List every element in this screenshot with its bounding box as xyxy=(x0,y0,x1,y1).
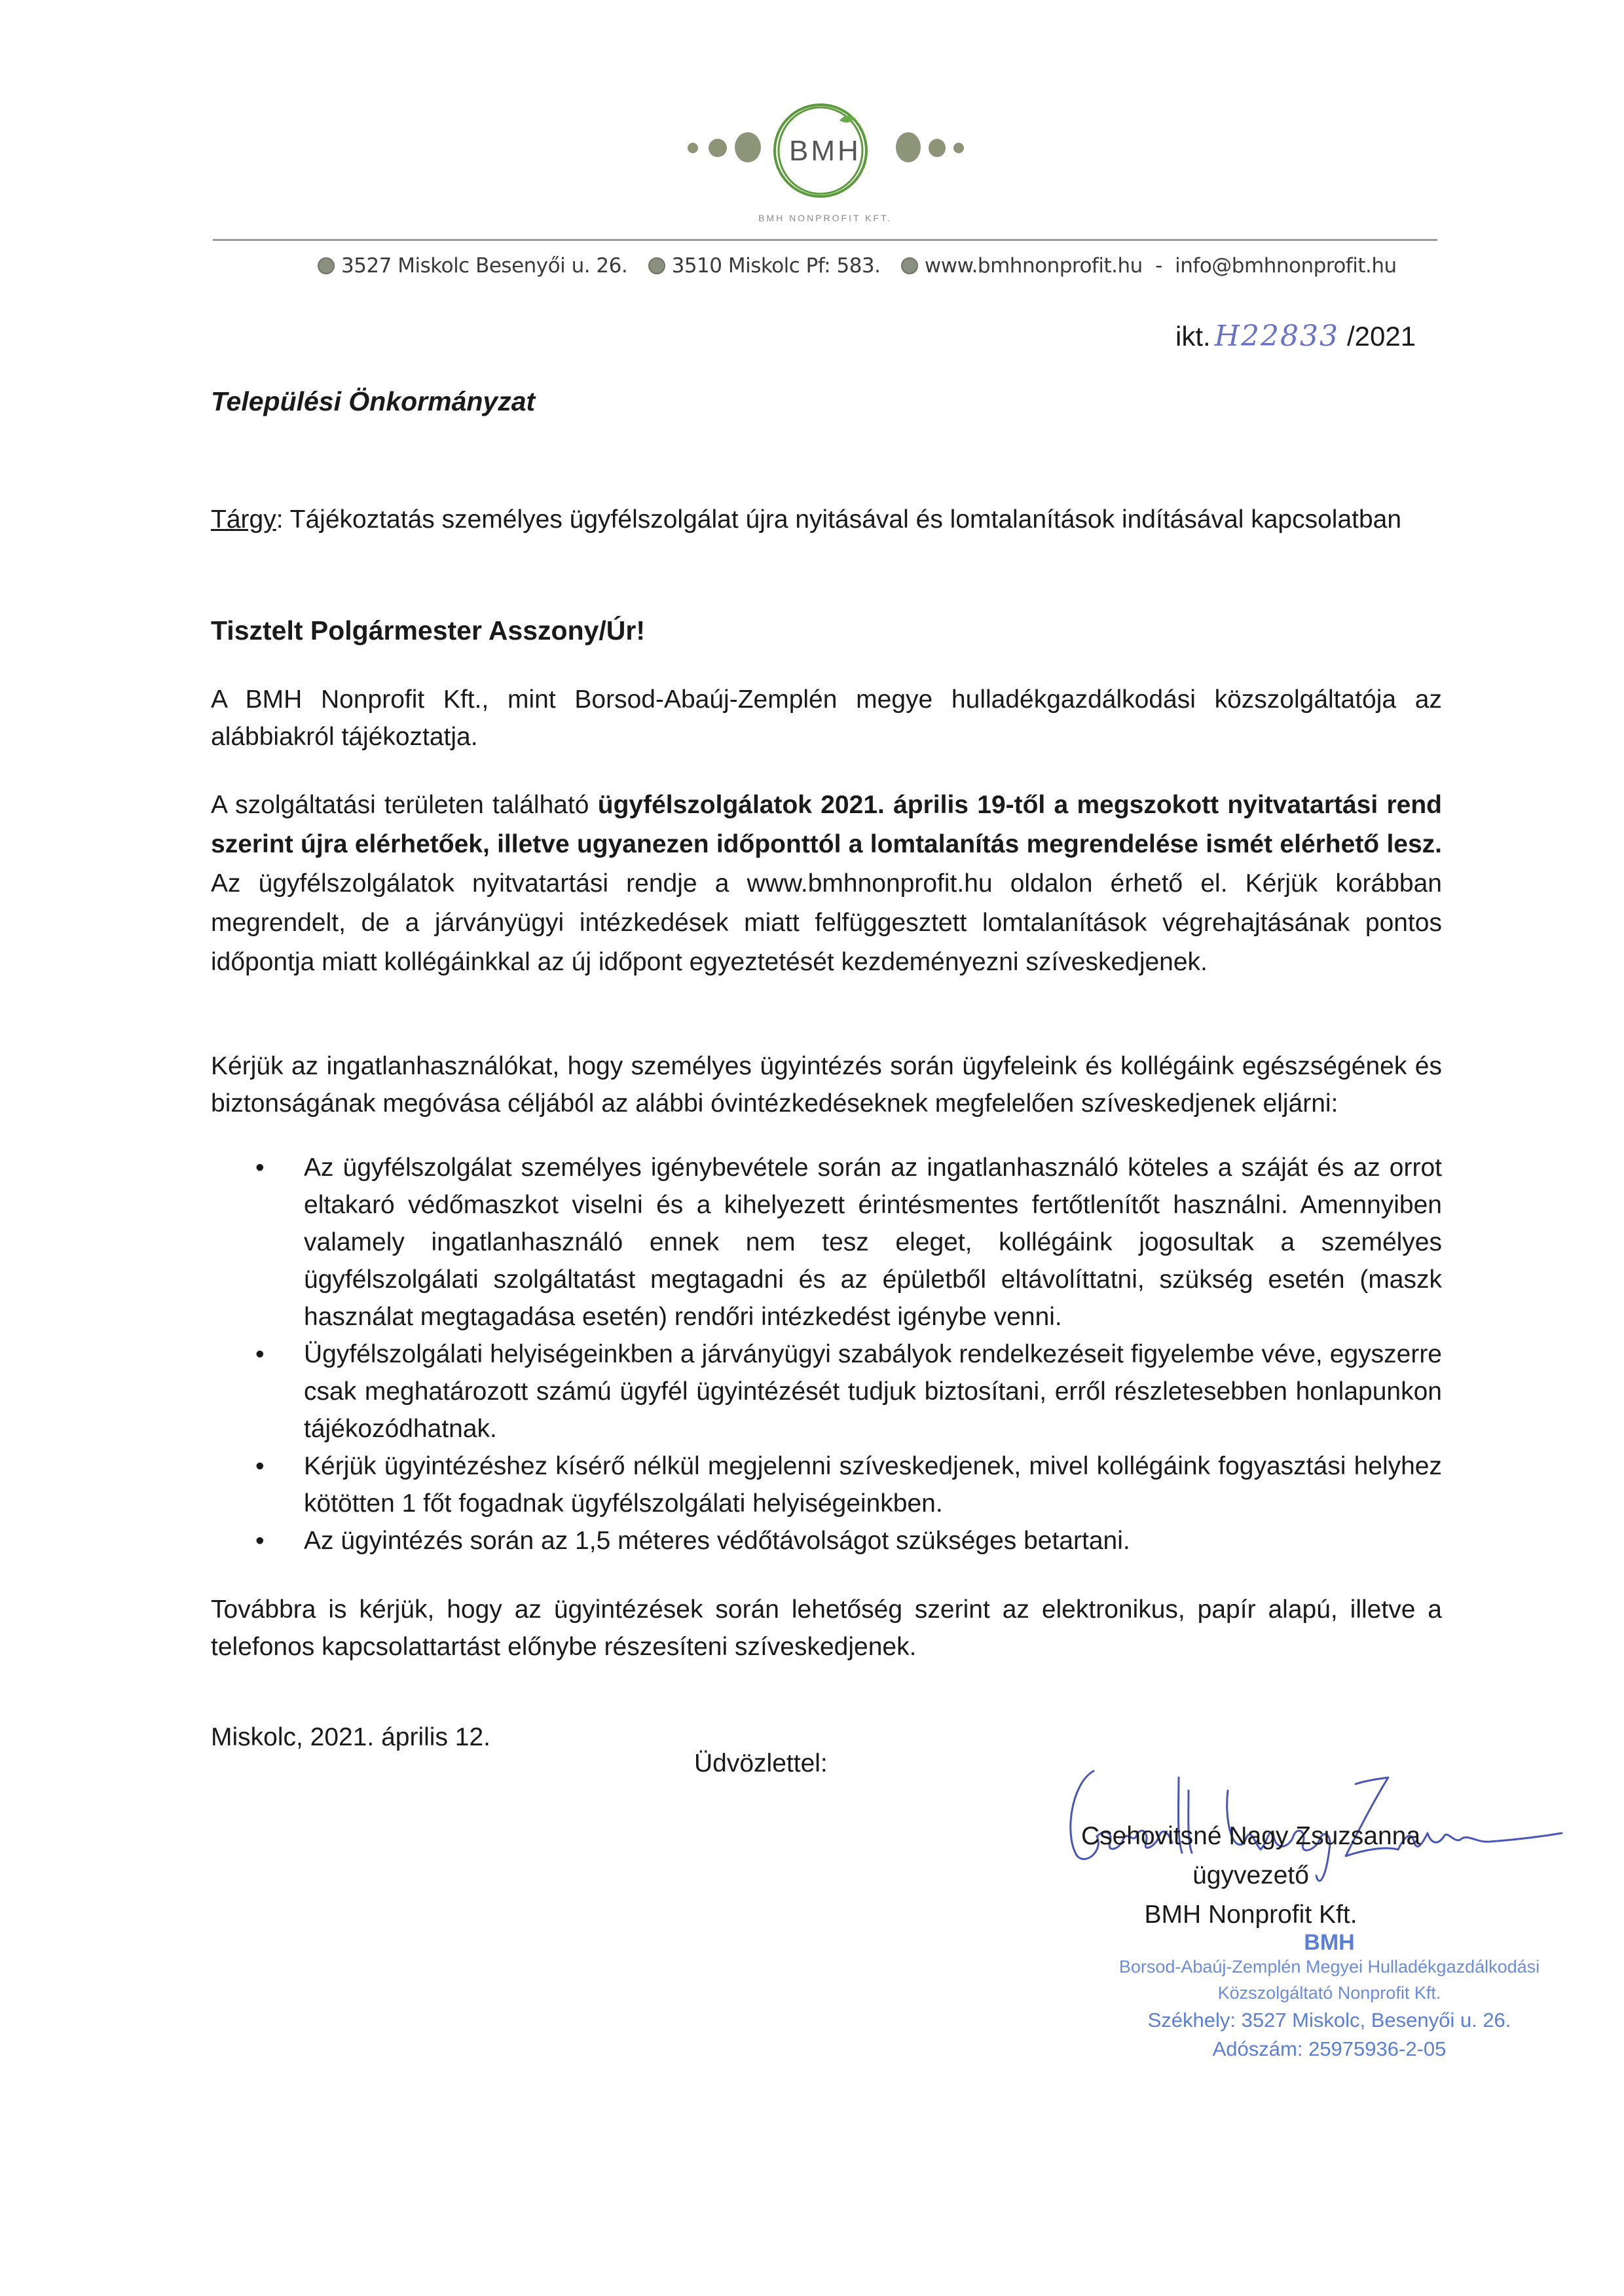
contact-website[interactable]: www.bmhnonprofit.hu xyxy=(924,254,1143,278)
stamp-line: Adószám: 25975936-2-05 xyxy=(1212,2037,1447,2060)
location-icon xyxy=(318,257,335,274)
company-stamp xyxy=(1087,1931,1572,2064)
contact-separator: - xyxy=(1155,254,1162,278)
contact-line xyxy=(318,254,1397,278)
contact-email[interactable]: info@bmhnonprofit.hu xyxy=(1175,254,1397,278)
stamp-line: Székhely: 3527 Miskolc, Besenyői u. 26. xyxy=(1147,2009,1511,2032)
reference-number xyxy=(1175,319,1416,353)
logo-dot xyxy=(688,143,698,153)
list-item-text: Kérjük ügyintézéshez kísérő nélkül megjelenni szíveskedjenek, mivel kollégáink fogyasztási helyhez kötötten 1 főt fogadnak ügyfélszolgálati helyiségeinkben. xyxy=(304,1452,1442,1518)
list-item xyxy=(211,1336,1442,1448)
bullet-icon: • xyxy=(255,1527,265,1555)
recipient: Települési Önkormányzat xyxy=(211,386,536,416)
list-item xyxy=(211,1522,1442,1559)
logo-dot xyxy=(896,132,921,162)
contact-po-box: 3510 Miskolc Pf: 583. xyxy=(671,254,881,278)
logo-dot xyxy=(735,132,761,162)
list-item-text: Az ügyintézés során az 1,5 méteres védőtávolságot szükséges betartani. xyxy=(304,1527,1130,1555)
paragraph-precautions: Kérjük az ingatlanhasználókat, hogy személyes ügyintézés során ügyfeleink és kollégáink egészségének és biztonságának megóvása céljából az alábbi óvintézkedéseknek megfelelően szíveskedjenek eljárni: xyxy=(211,1052,1442,1118)
stamp-line: Borsod-Abaúj-Zemplén Megyei Hulladékgazdálkodási xyxy=(1118,1957,1540,1977)
paragraph-text: Az ügyfélszolgálatok nyitvatartási rendje a www.bmhnonprofit.hu oldalon érhető el. Kérjük korábban megrendelt, de a járványügyi intézkedések miatt felfüggesztett lomtalanítások végrehajtásának pontos időpontja miatt kollégáinkkal az új időpont egyeztetését kezdeményezni szíveskedjenek. xyxy=(211,869,1442,976)
letter-date: Miskolc, 2021. április 12. xyxy=(211,1723,491,1751)
stamp-line: BMH xyxy=(1304,1930,1355,1955)
subject-line xyxy=(211,501,1442,538)
list-item-text: Az ügyfélszolgálat személyes igénybevétele során az ingatlanhasználó köteles a száját és az orrot eltakaró védőmaszkot viselni és a kihelyezett érintésmentes fertőtlenítőt használni. Amennyiben valamely ingatlanhasználó ennek nem tesz eleget, kollégáink jogosultak a személyes ügyfélszolgálati szolgáltatást megtagadni és az épületből eltávolíttatni, szükség esetén (maszk használat megtagadása esetén) rendőri intézkedést igénybe venni. xyxy=(304,1154,1442,1331)
reference-suffix: /2021 xyxy=(1347,321,1416,352)
paragraph-service-reopening xyxy=(211,786,1442,982)
list-item-text: Ügyfélszolgálati helyiségeinkben a járványügyi szabályok rendelkezéseit figyelembe véve, egyszerre csak meghatározott számú ügyfél ügyintézését tudjuk biztosítani, erről részletesebben honlapunkon tájékozódhatnak. xyxy=(304,1340,1442,1443)
signer-name: Csehovitsné Nagy Zsuzsanna xyxy=(1080,1822,1421,1850)
bullet-icon: • xyxy=(255,1340,265,1368)
reference-prefix: ikt. xyxy=(1175,321,1211,352)
list-item xyxy=(211,1149,1442,1336)
globe-icon xyxy=(901,257,918,274)
logo-dot xyxy=(953,143,964,153)
signer-block xyxy=(1074,1817,1428,1935)
company-subtitle: BMH NONPROFIT KFT. xyxy=(758,213,892,223)
signer-title: ügyvezető xyxy=(1192,1861,1309,1889)
logo-dot xyxy=(929,139,946,157)
bullet-icon: • xyxy=(255,1154,265,1182)
signer-company: BMH Nonprofit Kft. xyxy=(1144,1901,1357,1929)
salutation: Tisztelt Polgármester Asszony/Úr! xyxy=(211,615,646,646)
header-divider xyxy=(213,239,1437,241)
closing-greeting: Üdvözlettel: xyxy=(694,1749,828,1777)
precautions-list xyxy=(211,1149,1442,1559)
reference-handwritten-number: H22833 xyxy=(1214,319,1340,353)
paragraph-text: A szolgáltatási területen található xyxy=(211,791,598,819)
mailbox-icon xyxy=(648,257,665,274)
paragraph-contact-preference: Továbbra is kérjük, hogy az ügyintézések során lehetőség szerint az elektronikus, papír alapú, illetve a telefonos kapcsolattartást előnybe részesíteni szíveskedjenek. xyxy=(211,1595,1442,1661)
paragraph-intro: A BMH Nonprofit Kft., mint Borsod-Abaúj-Zemplén megye hulladékgazdálkodási közszolgáltatója az alábbiakról tájékoztatja. xyxy=(211,685,1442,751)
subject-text: : Tájékoztatás személyes ügyfélszolgálat újra nyitásával és lomtalanítások indításával kapcsolatban xyxy=(276,505,1402,534)
subject-label: Tárgy xyxy=(211,505,276,534)
logo-dot xyxy=(709,139,727,157)
contact-address: 3527 Miskolc Besenyői u. 26. xyxy=(341,254,628,278)
bullet-icon: • xyxy=(255,1452,265,1480)
company-logo xyxy=(655,79,995,216)
stamp-line: Közszolgáltató Nonprofit Kft. xyxy=(1217,1983,1441,2003)
list-item xyxy=(211,1448,1442,1522)
logo-text: BMH xyxy=(789,135,861,167)
paragraph-bold-text: ügyfélszolgálatok 2021. április 19-től a megszokott nyitvatartási rend szerint újra elérhetőek, illetve ugyanezen időponttól a lomtalanítás megrendelése ismét elérhető lesz. xyxy=(211,791,1442,858)
